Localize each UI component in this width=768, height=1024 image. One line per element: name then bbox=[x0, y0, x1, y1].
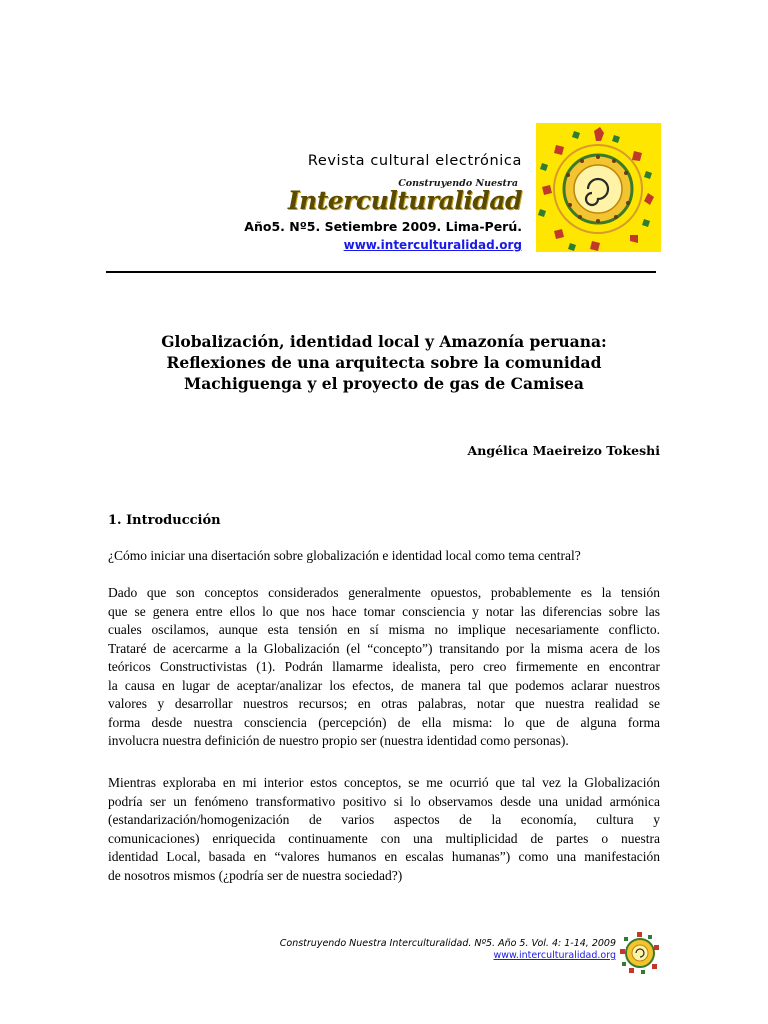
paragraph-line: la causa en lugar de aceptar/analizar los efectos, de manera tal que podemos aclarar nuestros bbox=[108, 677, 660, 693]
paragraph-line: identidad Local, basada en “valores humanos en escalas humanas”) como una manifestación bbox=[108, 849, 660, 864]
page-footer bbox=[280, 938, 616, 962]
paragraph-line: que se genera entre ellos lo que nos hace tomar consciencia y notar las diferencias sobre las bbox=[108, 603, 660, 619]
journal-header bbox=[0, 0, 768, 290]
title-line: Globalización, identidad local y Amazonía peruana: bbox=[161, 332, 607, 351]
paragraph-line: de nosotros mismos (¿podría ser de nuestra sociedad?) bbox=[108, 867, 403, 883]
paragraph-line: ¿Cómo iniciar una disertación sobre globalización e identidad local como tema central? bbox=[108, 548, 581, 563]
paragraph-line: teóricos Constructivistas (1). Podrán llamarme idealista, pero creo firmemente en encontrar bbox=[108, 659, 660, 674]
paragraph-line: valores y desarrollar nuestros recursos; en otras palabras, notar que nuestra realidad se bbox=[108, 696, 660, 711]
paragraph-line: involucra nuestra definición de nuestro propio ser (nuestra identidad como personas). bbox=[108, 733, 569, 748]
paragraph-line: forma desde nuestra consciencia (percepción) de ella misma: lo que de alguna forma bbox=[108, 714, 660, 730]
footer-citation: Construyendo Nuestra Interculturalidad. Nº5. Año 5. Vol. 4: 1-14, 2009 bbox=[279, 938, 616, 949]
paragraph-line: Dado que son conceptos considerados generalmente opuestos, probablemente es la tensión bbox=[108, 585, 660, 600]
journal-url-link[interactable]: www.interculturalidad.org bbox=[343, 238, 522, 252]
circle-emblem-icon bbox=[536, 123, 661, 252]
title-line: Reflexiones de una arquitecta sobre la comunidad bbox=[166, 353, 602, 372]
paragraph-question bbox=[108, 547, 660, 566]
title-line: Machiguenga y el proyecto de gas de Camisea bbox=[184, 374, 584, 393]
journal-subtitle: Revista cultural electrónica bbox=[307, 153, 522, 169]
journal-brand-small: Construyendo Nuestra bbox=[398, 178, 518, 189]
footer-url-link[interactable]: www.interculturalidad.org bbox=[493, 950, 616, 961]
paragraph-line: cuales oscilamos, aunque esta tensión en sí misma no implique necesariamente conflicto. bbox=[108, 622, 660, 637]
paragraph-line: Mientras exploraba en mi interior estos conceptos, se me ocurrió que tal vez la Globalización bbox=[108, 775, 660, 790]
article-title bbox=[120, 331, 648, 394]
journal-brand-title: Interculturalidad bbox=[287, 186, 522, 215]
paragraph-line: podría ser un fenómeno transformativo positivo si lo observamos desde una unidad armónica bbox=[108, 793, 660, 809]
footer-logo-icon bbox=[619, 931, 661, 975]
header-separator bbox=[106, 271, 656, 273]
paragraph-line: (estandarización/homogenización de varios aspectos de la economía, cultura y bbox=[108, 812, 660, 827]
paragraph-line: Trataré de acercarme a la Globalización (el “concepto”) transitando por la misma acera de los bbox=[108, 640, 660, 656]
issue-line: Año5. Nº5. Setiembre 2009. Lima-Perú. bbox=[244, 219, 522, 234]
paragraph-globalization bbox=[108, 774, 660, 885]
section-heading: 1. Introducción bbox=[108, 513, 221, 528]
journal-logo bbox=[536, 123, 661, 252]
paragraph-line: comunicaciones) enriquecida continuamente con una multiplicidad de partes o nuestra bbox=[108, 830, 660, 846]
author-name: Angélica Maeireizo Tokeshi bbox=[467, 443, 660, 458]
paragraph-concepts bbox=[108, 584, 660, 751]
